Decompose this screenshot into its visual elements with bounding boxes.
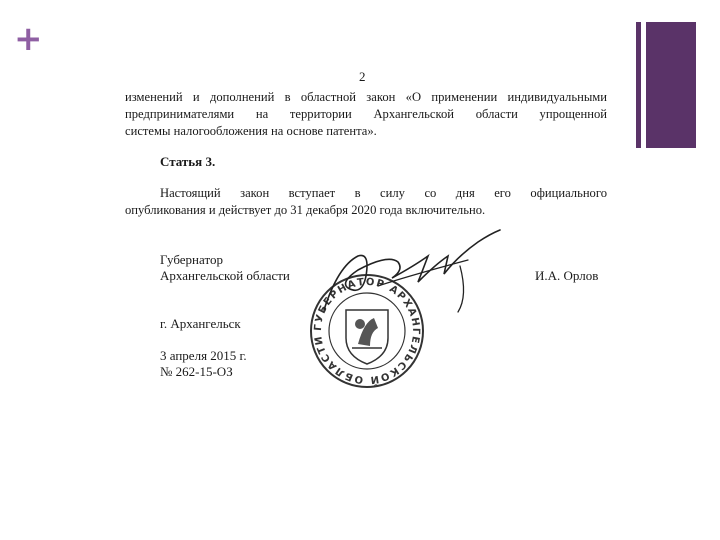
intro-line-1: изменений и дополнений в областной закон «О применении индивидуальными <box>125 90 607 104</box>
signatory-title-1: Губернатор <box>160 252 223 267</box>
law-number: № 262-15-ОЗ <box>160 364 233 379</box>
article-heading: Статья 3. <box>160 154 216 169</box>
signatory-name: И.А. Орлов <box>535 268 599 283</box>
signatory-title-2: Архангельской области <box>160 268 290 283</box>
page-number: 2 <box>359 69 366 84</box>
intro-line-3: системы налогообложения на основе патента». <box>125 124 377 138</box>
intro-line-2: предпринимателями на территории Архангельской области упрощенной <box>125 107 607 121</box>
signature-icon <box>318 226 508 316</box>
city: г. Архангельск <box>160 316 241 331</box>
seal-text: ГУБЕРНАТОР АРХАНГЕЛЬСКОЙ ОБЛАСТИ <box>312 276 422 386</box>
article-line-2: опубликования и действует до 31 декабря 2020 года включительно. <box>125 203 486 217</box>
plus-icon: + <box>14 19 43 59</box>
article-line-1: Настоящий закон вступает в силу со дня его официального <box>160 186 607 200</box>
law-date: 3 апреля 2015 г. <box>160 348 247 363</box>
